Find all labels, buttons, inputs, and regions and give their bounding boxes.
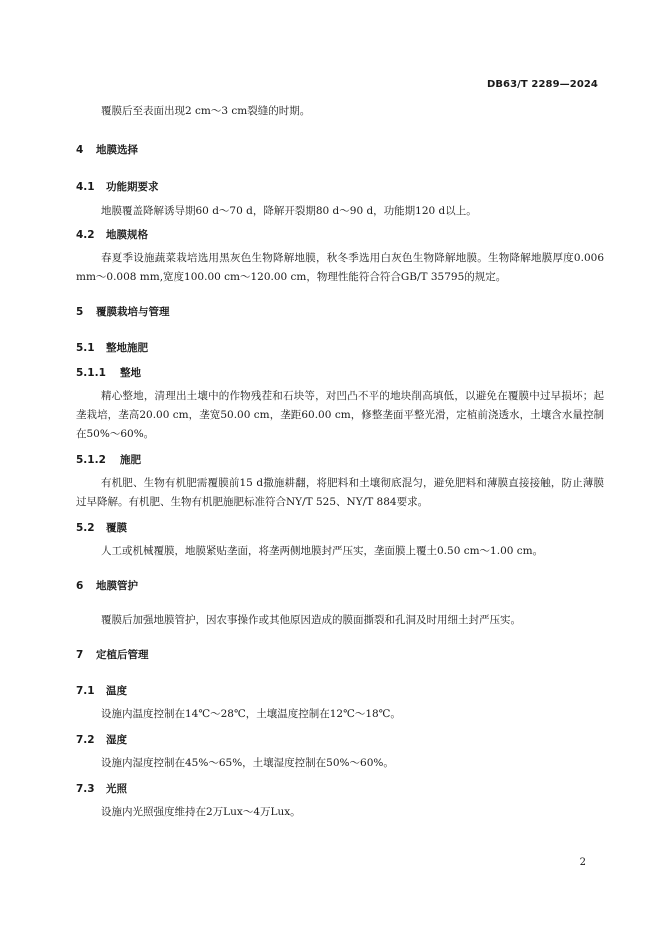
- section-5-1-2-heading: [76, 451, 604, 469]
- page-header-standard-code: DB63/T 2289—2024: [486, 79, 598, 90]
- section-number: 5.2: [76, 522, 95, 534]
- section-title: 地膜规格: [106, 229, 148, 241]
- section-7-heading: [76, 646, 604, 664]
- section-number: 4.1: [76, 181, 95, 193]
- intro-paragraph: 覆膜后至表面出现2 cm～3 cm裂缝的时期。: [101, 105, 311, 117]
- section-title: 功能期要求: [106, 181, 159, 193]
- section-title: 温度: [106, 685, 127, 697]
- section-number: 7: [76, 649, 84, 661]
- paragraph-7-3: 设施内光照强度维持在2万Lux～4万Lux。: [101, 806, 301, 818]
- section-title: 湿度: [106, 734, 127, 746]
- section-number: 4.2: [76, 229, 95, 241]
- section-5-2-heading: [76, 519, 604, 537]
- section-number: 7.3: [76, 783, 95, 795]
- section-number: 4: [76, 144, 84, 156]
- section-title: 覆膜: [106, 522, 127, 534]
- section-4-2-heading: [76, 226, 604, 244]
- paragraph-5-1-2: 有机肥、生物有机肥需覆膜前15 d撒施耕翻，将肥料和土壤彻底混匀，避免肥料和薄膜直接接触，防止薄膜过早降解。有机肥、生物有机肥施肥标准符合NY/T 525、NY/T 884要求。: [76, 477, 604, 508]
- section-number: 5: [76, 306, 84, 318]
- paragraph-6: 覆膜后加强地膜管护，因农事操作或其他原因造成的膜面撕裂和孔洞及时用细土封严压实。: [101, 614, 521, 626]
- section-title: 地膜选择: [96, 144, 138, 156]
- section-4-1-heading: [76, 178, 604, 196]
- section-number: 5.1: [76, 342, 95, 354]
- section-number: 7.2: [76, 734, 95, 746]
- section-title: 覆膜栽培与管理: [96, 306, 170, 318]
- section-6-heading: [76, 577, 604, 595]
- section-5-1-heading: [76, 339, 604, 357]
- section-title: 光照: [106, 783, 127, 795]
- paragraph-4-2: 春夏季设施蔬菜栽培选用黑灰色生物降解地膜，秋冬季选用白灰色生物降解地膜。生物降解地膜厚度0.006 mm～0.008 mm,宽度100.00 cm～120.00 cm，物理性能符合符合GB/T 35795的规定。: [76, 252, 604, 283]
- section-number: 7.1: [76, 685, 95, 697]
- page-number: 2: [579, 857, 586, 868]
- paragraph-5-1-1: 精心整地，清理出土壤中的作物残茬和石块等，对凹凸不平的地块削高填低，以避免在覆膜中过早损坏；起垄栽培，垄高20.00 cm，垄宽50.00 cm，垄距60.00 cm，修整垄面平整光滑，定植前浇透水，土壤含水量控制在50%～60%。: [76, 390, 604, 440]
- section-number: 6: [76, 580, 84, 592]
- section-title: 地膜管护: [96, 580, 138, 592]
- section-4-heading: [76, 141, 604, 159]
- section-title: 整地施肥: [106, 342, 148, 354]
- section-5-1-1-heading: [76, 364, 604, 382]
- section-title: 整地: [120, 367, 141, 379]
- section-7-1-heading: [76, 682, 604, 700]
- section-7-3-heading: [76, 780, 604, 798]
- section-number: 5.1.2: [76, 454, 106, 466]
- section-title: 施肥: [120, 454, 141, 466]
- paragraph-7-2: 设施内湿度控制在45%～65%，土壤湿度控制在50%～60%。: [101, 757, 394, 769]
- section-number: 5.1.1: [76, 367, 106, 379]
- section-5-heading: [76, 303, 604, 321]
- section-7-2-heading: [76, 731, 604, 749]
- paragraph-7-1: 设施内温度控制在14℃～28℃，土壤温度控制在12℃～18℃。: [101, 708, 401, 720]
- section-title: 定植后管理: [96, 649, 149, 661]
- paragraph-5-2: 人工或机械覆膜，地膜紧贴垄面，将垄两侧地膜封严压实，垄面膜上覆土0.50 cm～1.00 cm。: [101, 545, 544, 557]
- document-body: [76, 102, 604, 822]
- paragraph-4-1: 地膜覆盖降解诱导期60 d～70 d，降解开裂期80 d～90 d，功能期120 d以上。: [101, 205, 477, 217]
